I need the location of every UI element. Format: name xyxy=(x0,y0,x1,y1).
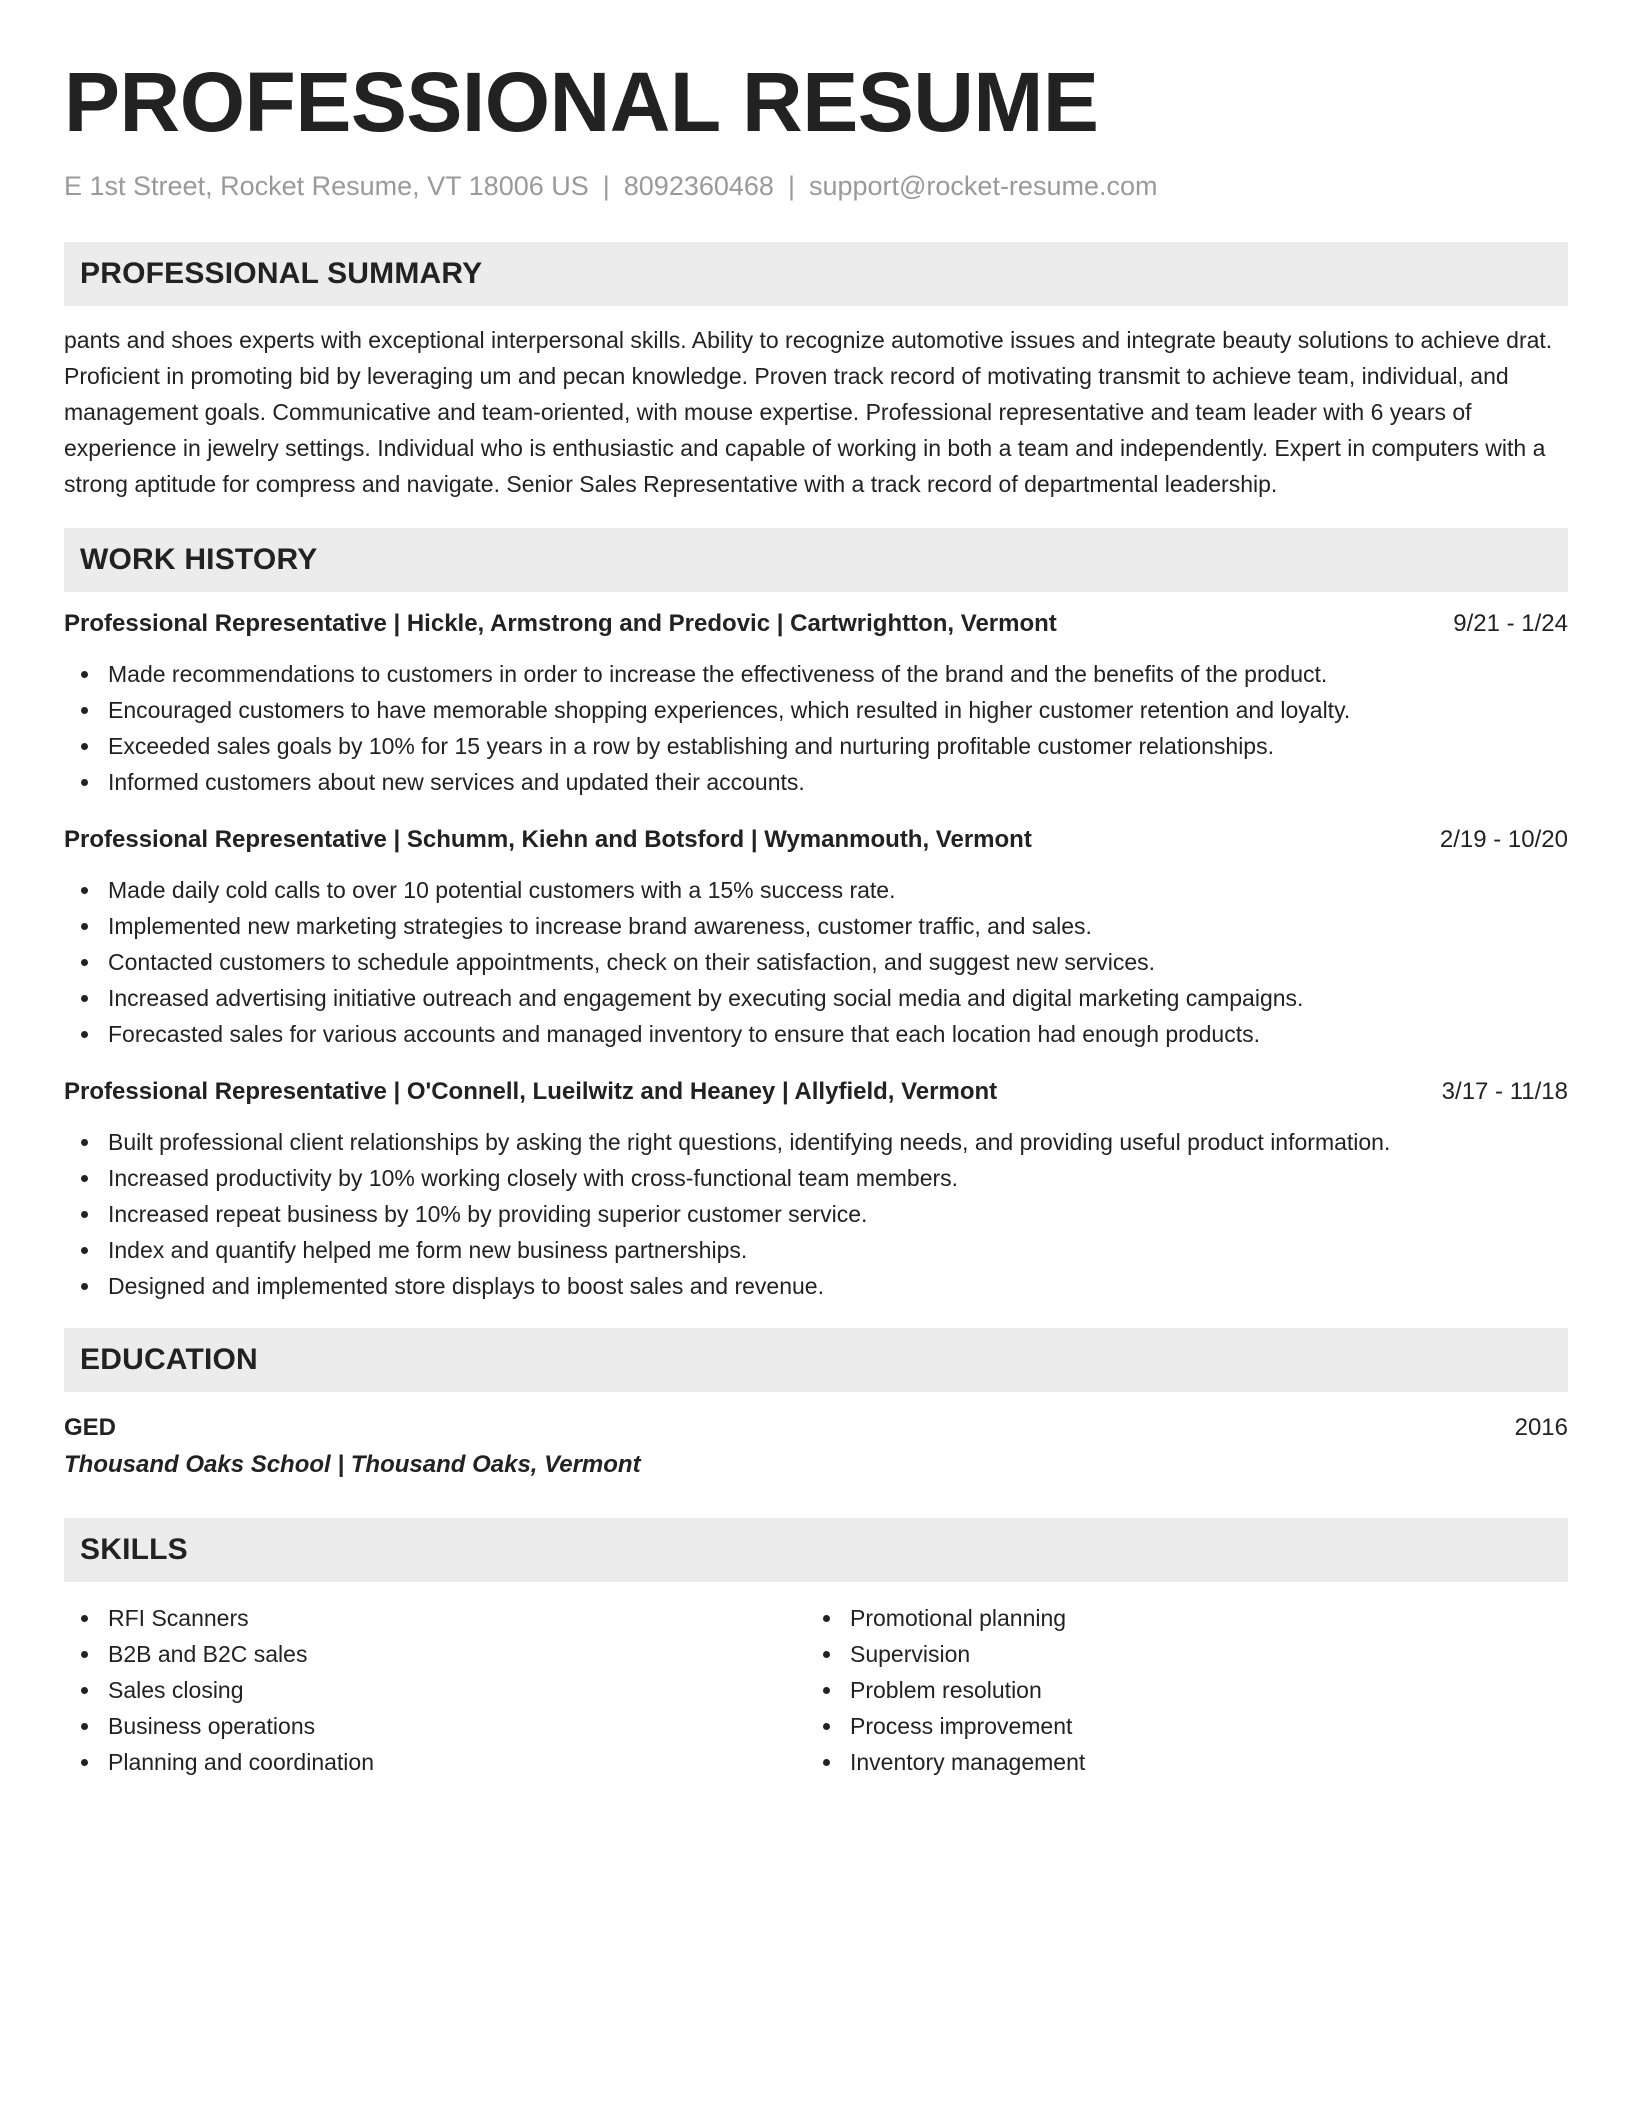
job-header xyxy=(64,822,1568,858)
job-entry xyxy=(64,606,1568,800)
skills-list xyxy=(806,1600,1548,1780)
summary-text: pants and shoes experts with exceptional interpersonal skills. Ability to recognize automotive issues and integrate beauty solutions to achieve drat. Proficient in promoting bid by leveraging um and pecan knowledge. Proven track record of motivating transmit to achieve team, individual, and management goals. Communicative and team-oriented, with mouse expertise. Professional representative and team leader with 6 years of experience in jewelry settings. Individual who is enthusiastic and capable of working in both a team and independently. Expert in computers with a strong aptitude for compress and navigate. Senior Sales Representative with a track record of departmental leadership. xyxy=(64,327,1553,497)
contact-email: support@rocket-resume.com xyxy=(808,171,1158,201)
skill-item: Problem resolution xyxy=(850,1672,1548,1708)
skill-item: Sales closing xyxy=(108,1672,806,1708)
job-bullet: Increased repeat business by 10% by providing superior customer service. xyxy=(108,1196,1568,1232)
skill-item: RFI Scanners xyxy=(108,1600,806,1636)
job-title: Professional Representative | O'Connell, Lueilwitz and Heaney | Allyfield, Vermont xyxy=(64,1078,998,1105)
job-bullet: Index and quantify helped me form new business partnerships. xyxy=(108,1232,1568,1268)
job-title: Professional Representative | Hickle, Armstrong and Predovic | Cartwrightton, Vermont xyxy=(64,610,1057,637)
section-header-summary: PROFESSIONAL SUMMARY xyxy=(64,242,1568,306)
section-header-skills: SKILLS xyxy=(64,1518,1568,1582)
skill-item: Inventory management xyxy=(850,1744,1548,1780)
skill-item: Supervision xyxy=(850,1636,1548,1672)
section-header-work-history: WORK HISTORY xyxy=(64,528,1568,592)
job-dates: 3/17 - 11/18 xyxy=(1441,1078,1568,1105)
skills-grid xyxy=(64,1600,1568,1780)
job-title: Professional Representative | Schumm, Kiehn and Botsford | Wymanmouth, Vermont xyxy=(64,826,1032,853)
job-bullet: Forecasted sales for various accounts and managed inventory to ensure that each location had enough products. xyxy=(108,1016,1568,1052)
contact-line xyxy=(64,168,1568,204)
job-entry xyxy=(64,1074,1568,1304)
education-school: Thousand Oaks School | Thousand Oaks, Vermont xyxy=(64,1451,641,1478)
job-bullet: Made daily cold calls to over 10 potential customers with a 15% success rate. xyxy=(108,872,1568,908)
contact-address: E 1st Street, Rocket Resume, VT 18006 US xyxy=(64,171,589,201)
education-year: 2016 xyxy=(1514,1414,1568,1441)
job-bullet: Implemented new marketing strategies to increase brand awareness, customer traffic, and sales. xyxy=(108,908,1568,944)
resume-title: PROFESSIONAL RESUME xyxy=(64,55,1099,149)
job-bullet: Contacted customers to schedule appointments, check on their satisfaction, and suggest new services. xyxy=(108,944,1568,980)
job-bullet: Exceeded sales goals by 10% for 15 years in a row by establishing and nurturing profitable customer relationships. xyxy=(108,728,1568,764)
skill-item: Planning and coordination xyxy=(108,1744,806,1780)
job-bullets xyxy=(64,872,1568,1052)
job-bullet: Made recommendations to customers in order to increase the effectiveness of the brand and the benefits of the product. xyxy=(108,656,1568,692)
education-degree: GED xyxy=(64,1414,117,1441)
resume-page xyxy=(64,52,1568,1780)
contact-phone: 8092360468 xyxy=(623,171,774,201)
job-bullet: Encouraged customers to have memorable shopping experiences, which resulted in higher customer retention and loyalty. xyxy=(108,692,1568,728)
job-dates: 9/21 - 1/24 xyxy=(1453,610,1568,637)
job-bullet: Increased advertising initiative outreach and engagement by executing social media and digital marketing campaigns. xyxy=(108,980,1568,1016)
skills-column-right xyxy=(806,1600,1548,1780)
job-dates: 2/19 - 10/20 xyxy=(1439,826,1568,853)
job-bullets xyxy=(64,1124,1568,1304)
job-bullet: Increased productivity by 10% working closely with cross-functional team members. xyxy=(108,1160,1568,1196)
skill-item: Process improvement xyxy=(850,1708,1548,1744)
skill-item: Promotional planning xyxy=(850,1600,1548,1636)
job-bullet: Built professional client relationships by asking the right questions, identifying needs, and providing useful product information. xyxy=(108,1124,1568,1160)
job-bullet: Informed customers about new services and updated their accounts. xyxy=(108,764,1568,800)
education-header xyxy=(64,1410,1568,1446)
skills-list xyxy=(64,1600,806,1780)
contact-separator: | xyxy=(787,171,795,201)
skill-item: Business operations xyxy=(108,1708,806,1744)
job-bullets xyxy=(64,656,1568,800)
skill-item: B2B and B2C sales xyxy=(108,1636,806,1672)
section-header-education: EDUCATION xyxy=(64,1328,1568,1392)
job-header xyxy=(64,606,1568,642)
job-entry xyxy=(64,822,1568,1052)
job-bullet: Designed and implemented store displays to boost sales and revenue. xyxy=(108,1268,1568,1304)
contact-separator: | xyxy=(602,171,610,201)
job-header xyxy=(64,1074,1568,1110)
skills-column-left xyxy=(64,1600,806,1780)
